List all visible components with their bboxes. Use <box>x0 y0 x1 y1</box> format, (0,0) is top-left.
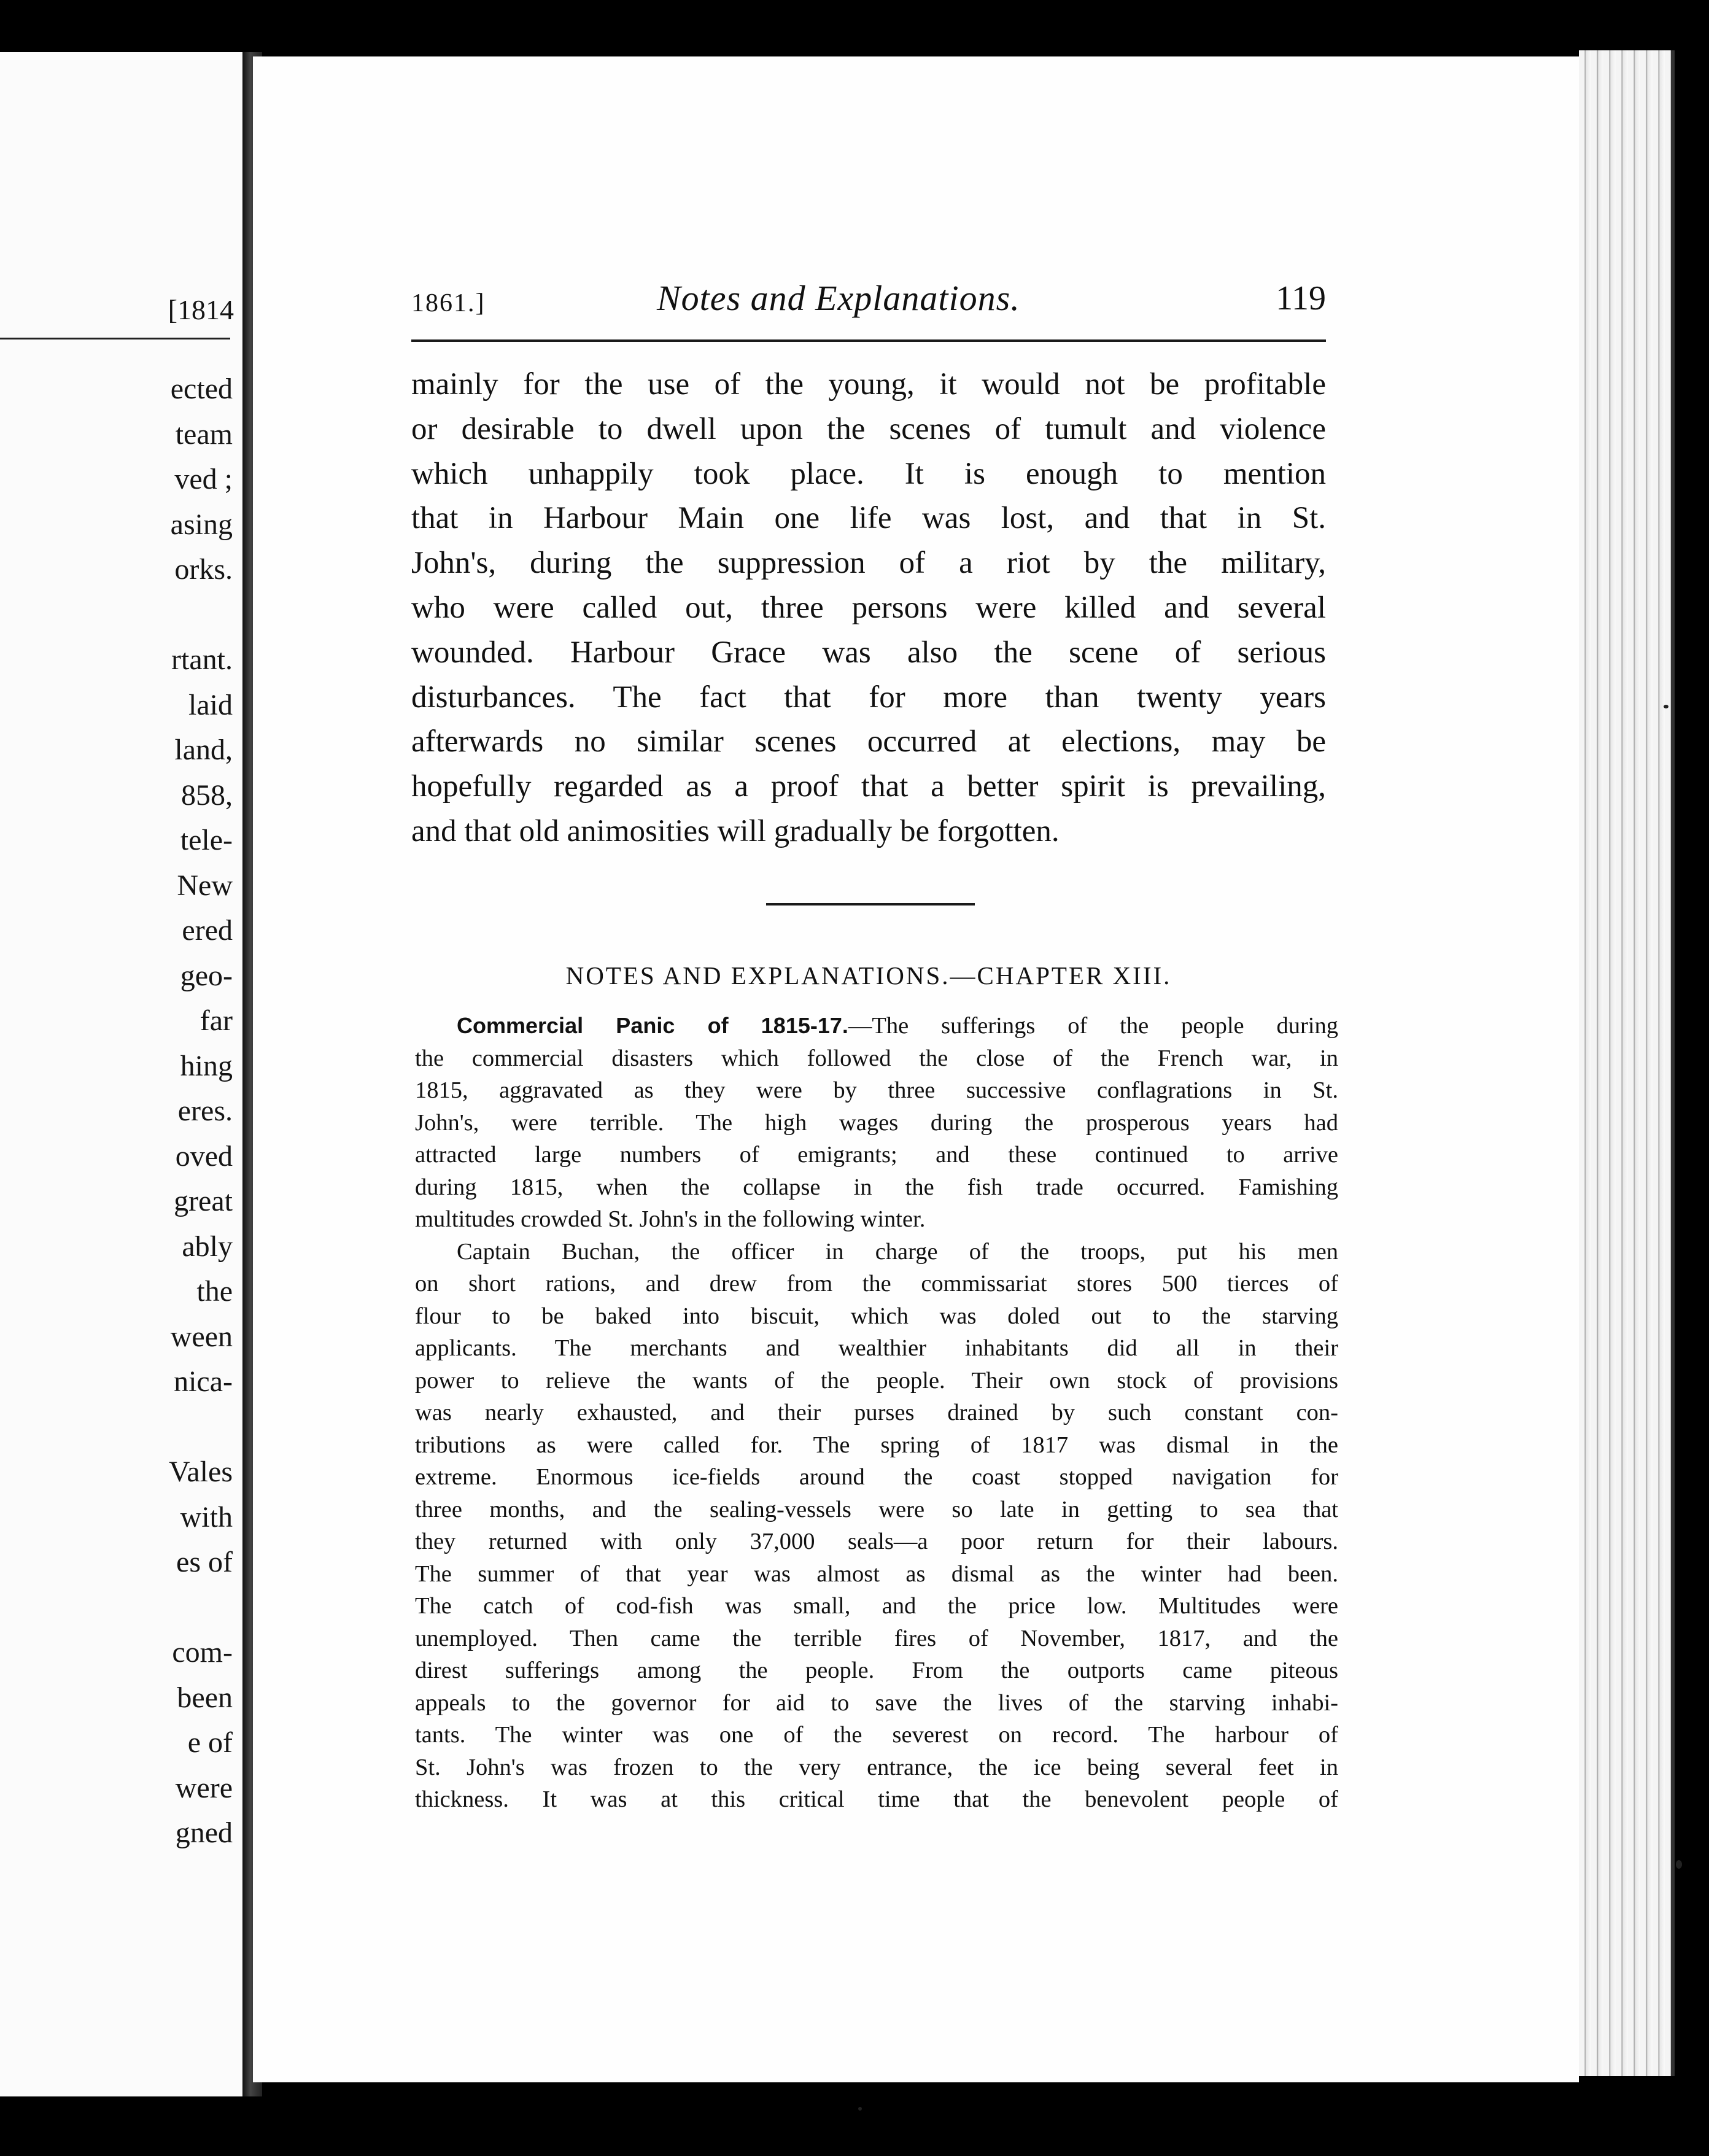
scan-speck <box>1676 1860 1682 1869</box>
body-line: and that old animosities will gradually be forgotten. <box>411 813 1060 848</box>
running-head <box>411 277 1326 327</box>
body-line: afterwards no similar scenes occurred at elections, may be <box>411 724 1326 759</box>
previous-page-line: with <box>180 1500 233 1534</box>
note-line: John's, were terrible. The high wages during the prosperous years had <box>415 1109 1338 1136</box>
notes-section <box>415 1010 1338 1816</box>
note-line: thickness. It was at this critical time that the benevolent people of <box>415 1786 1338 1812</box>
note-line: Captain Buchan, the officer in charge of the troops, put his men <box>457 1238 1338 1265</box>
note-line: applicants. The merchants and wealthier inhabitants did all in their <box>415 1335 1338 1361</box>
body-line: mainly for the use of the young, it would not be profitable <box>411 367 1326 401</box>
previous-page-line: ably <box>182 1230 233 1263</box>
body-line: disturbances. The fact that for more than twenty years <box>411 680 1326 715</box>
body-line: that in Harbour Main one life was lost, and that in St. <box>411 501 1326 536</box>
note-first-line <box>415 1010 1338 1042</box>
note-line: was nearly exhausted, and their purses drained by such constant con- <box>415 1400 1338 1425</box>
previous-page-line: eres. <box>177 1095 233 1127</box>
previous-page-line: asing <box>170 508 233 541</box>
previous-page-line: been <box>177 1681 233 1714</box>
previous-page-line: es of <box>176 1546 233 1578</box>
previous-page-line: gned <box>175 1817 233 1849</box>
note-line: direst sufferings among the people. From the outports came piteous <box>415 1658 1338 1683</box>
note-line: extreme. Enormous ice-fields around the coast stopped navigation for <box>415 1464 1338 1490</box>
note-title: Commercial Panic of 1815-17. <box>457 1013 848 1038</box>
previous-page-line: great <box>174 1185 233 1217</box>
previous-page-line: far <box>200 1004 233 1037</box>
note-line: on short rations, and drew from the commissariat stores 500 tierces of <box>415 1271 1338 1297</box>
note-line: The catch of cod-fish was small, and the price low. Multitudes were <box>415 1593 1338 1619</box>
note-line: unemployed. Then came the terrible fires of November, 1817, and the <box>415 1625 1338 1651</box>
previous-page-line: rtant. <box>171 643 233 676</box>
previous-page-line: com- <box>172 1636 233 1669</box>
previous-page-line: ered <box>182 914 233 947</box>
body-line: wounded. Harbour Grace was also the scene of serious <box>411 635 1326 670</box>
previous-page-line: geo- <box>180 959 233 992</box>
body-line: John's, during the suppression of a riot by the military, <box>411 546 1326 581</box>
previous-page-line: New <box>177 869 233 902</box>
previous-page-line: ween <box>170 1320 233 1353</box>
previous-page-line: Vales <box>169 1456 233 1488</box>
note-line: during 1815, when the collapse in the fish trade occurred. Famishing <box>415 1174 1338 1200</box>
previous-page-line: nica- <box>174 1365 233 1398</box>
previous-page-line: e of <box>187 1726 233 1759</box>
note-line: The summer of that year was almost as dismal as the winter had been. <box>415 1561 1338 1587</box>
body-line: or desirable to dwell upon the scenes of tumult and violence <box>411 411 1326 446</box>
note-line: the commercial disasters which followed the close of the French war, in <box>415 1045 1338 1071</box>
previous-page-line: were <box>175 1771 233 1804</box>
previous-page-line: ected <box>170 373 233 405</box>
previous-page-line: hing <box>180 1049 233 1082</box>
body-line: who were called out, three persons were killed and several <box>411 590 1326 625</box>
body-paragraph <box>411 362 1326 854</box>
note-line: multitudes crowded St. John's in the following winter. <box>415 1206 926 1232</box>
page-number: 119 <box>1276 279 1326 317</box>
previous-page-line: tele- <box>180 824 233 856</box>
note-line: tributions as were called for. The spring of 1817 was dismal in the <box>415 1432 1338 1458</box>
previous-page-header-rule <box>0 338 230 339</box>
previous-page-header: [1814 <box>168 294 234 325</box>
previous-page-line: oved <box>175 1139 233 1173</box>
chapter-heading: NOTES AND EXPLANATIONS.—CHAPTER XIII. <box>565 961 1172 990</box>
note-line: they returned with only 37,000 seals—a poor return for their labours. <box>415 1529 1338 1554</box>
scan-speck <box>858 2107 862 2111</box>
previous-page-line: laid <box>188 688 233 721</box>
note-line: 1815, aggravated as they were by three successive conflagrations in St. <box>415 1077 1338 1103</box>
previous-page-line: orks. <box>174 553 233 586</box>
note-line: three months, and the sealing-vessels were so late in getting to sea that <box>415 1496 1338 1522</box>
previous-page-line: land, <box>174 734 233 766</box>
previous-page-line: 858, <box>181 778 233 812</box>
note-line: appeals to the governor for aid to save the lives of the starving inhabi- <box>415 1689 1338 1716</box>
note-line: flour to be baked into biscuit, which was doled out to the starving <box>415 1303 1338 1329</box>
previous-page-line: team <box>175 417 233 451</box>
note-line: power to relieve the wants of the people. Their own stock of provisions <box>415 1367 1338 1394</box>
note-line: attracted large numbers of emigrants; and these continued to arrive <box>415 1142 1338 1168</box>
body-line: hopefully regarded as a proof that a better spirit is prevailing, <box>411 769 1326 804</box>
running-head-title: Notes and Explanations. <box>657 278 1020 318</box>
body-line: which unhappily took place. It is enough to mention <box>411 456 1326 491</box>
section-divider <box>766 903 975 905</box>
previous-page-line: ved ; <box>174 463 233 495</box>
note-line: tants. The winter was one of the severest on record. The harbour of <box>415 1722 1338 1748</box>
note-line: —The sufferings of the people during <box>848 1013 1338 1039</box>
page-edges <box>1579 50 1675 2076</box>
running-head-year: 1861.] <box>411 289 486 317</box>
scan-speck <box>1664 705 1668 708</box>
previous-page-line: the <box>196 1275 233 1308</box>
note-line: St. John's was frozen to the very entrance, the ice being several feet in <box>415 1754 1338 1780</box>
previous-page-fragment <box>0 52 251 2096</box>
header-rule <box>411 339 1326 342</box>
